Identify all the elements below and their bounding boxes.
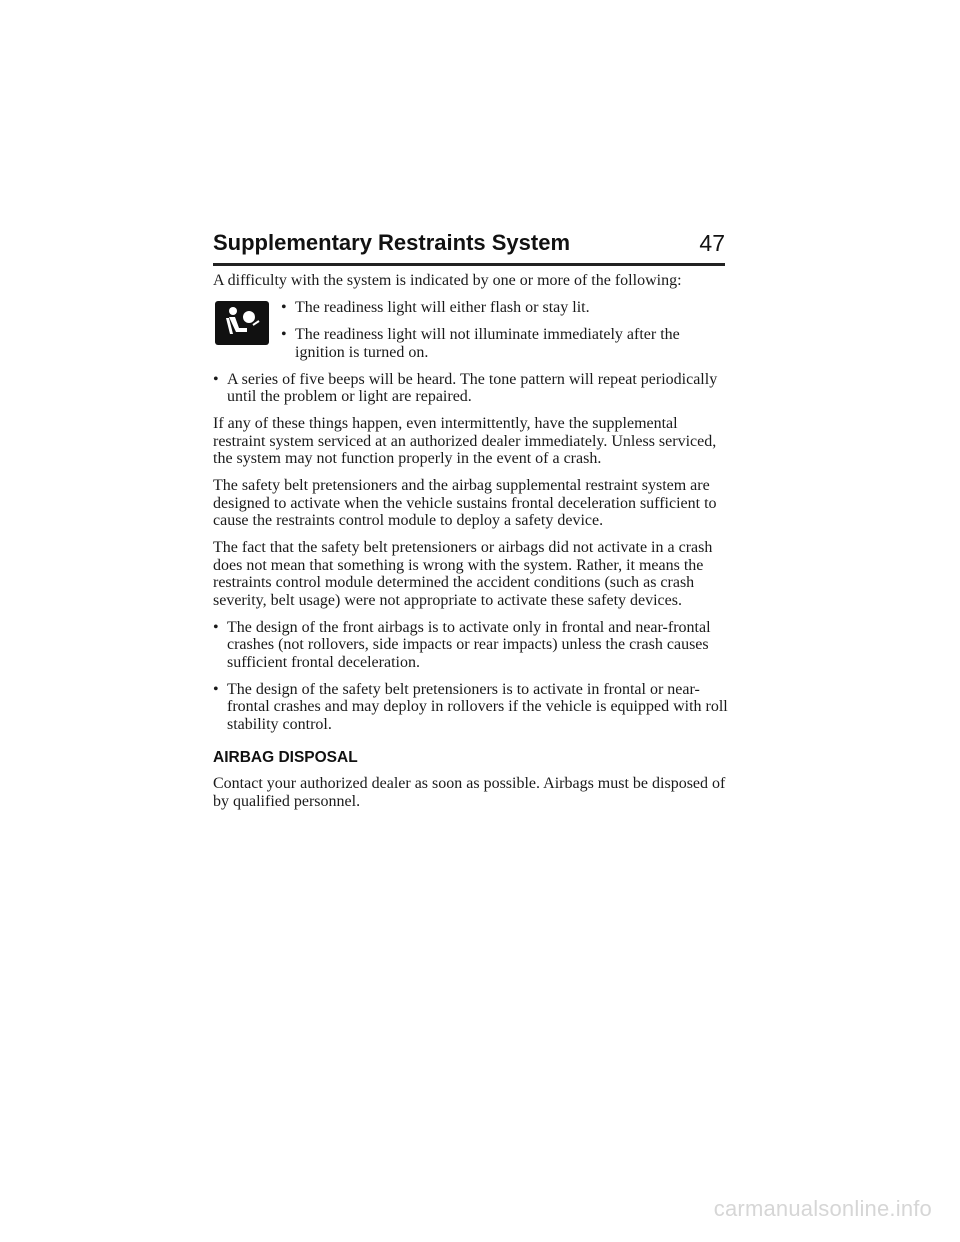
list-item bbox=[213, 681, 733, 734]
bullet-mark: • bbox=[213, 680, 219, 698]
indicator-list bbox=[281, 299, 733, 361]
airbag-disposal-heading: AIRBAG DISPOSAL bbox=[213, 749, 358, 766]
bullet-mark: • bbox=[213, 618, 219, 636]
page-number: 47 bbox=[699, 230, 725, 256]
bullet-mark: • bbox=[213, 370, 219, 388]
watermark: carmanualsonline.info bbox=[713, 1196, 932, 1221]
page-header bbox=[213, 226, 725, 266]
disposal-paragraph: Contact your authorized dealer as soon as possible. Airbags must be disposed of by qualified personnel. bbox=[213, 775, 726, 810]
body-content bbox=[213, 272, 733, 820]
intro-paragraph: A difficulty with the system is indicated by one or more of the following: bbox=[213, 272, 682, 289]
activation-paragraph: The safety belt pretensioners and the airbag supplemental restraint system are designed to activate when the vehicle sustains frontal deceleration sufficient to cause the restraints control module to deploy a safety device. bbox=[213, 477, 717, 529]
bullet-mark: • bbox=[281, 326, 287, 343]
list-item-text: The design of the front airbags is to activate only in frontal and near-frontal crashes (not rollovers, side impacts or rear impacts) unless the crash causes sufficient frontal deceleration. bbox=[227, 618, 711, 671]
list-item-text: The readiness light will not illuminate immediately after the ignition is turned on. bbox=[295, 326, 680, 361]
header-rule bbox=[213, 263, 725, 266]
section-title: Supplementary Restraints System bbox=[213, 230, 571, 255]
list-item-text: The readiness light will either flash or stay lit. bbox=[295, 299, 590, 316]
list-item bbox=[281, 299, 733, 317]
service-paragraph: If any of these things happen, even intermittently, have the supplemental restraint system serviced at an authorized dealer immediately. Unless serviced, the system may not function properly in the event of a crash. bbox=[213, 415, 717, 467]
list-item-text: The design of the safety belt pretensioners is to activate in frontal or near-frontal crashes and may deploy in rollovers if the vehicle is equipped with roll stability control. bbox=[227, 680, 728, 733]
airbag-warning-icon bbox=[215, 301, 269, 345]
bullet-mark: • bbox=[281, 299, 287, 316]
list-item bbox=[281, 326, 733, 361]
list-item bbox=[213, 619, 733, 672]
indicator-block bbox=[213, 299, 733, 361]
non-activation-paragraph: The fact that the safety belt pretensioners or airbags did not activate in a crash does not mean that something is wrong with the system. Rather, it means the restraints control module determined the accident conditions (such as crash severity, belt usage) were not appropriate to activate these safety devices. bbox=[213, 539, 713, 609]
list-item-text: A series of five beeps will be heard. The tone pattern will repeat periodically until the problem or light are repaired. bbox=[227, 370, 718, 405]
list-item bbox=[213, 371, 733, 406]
